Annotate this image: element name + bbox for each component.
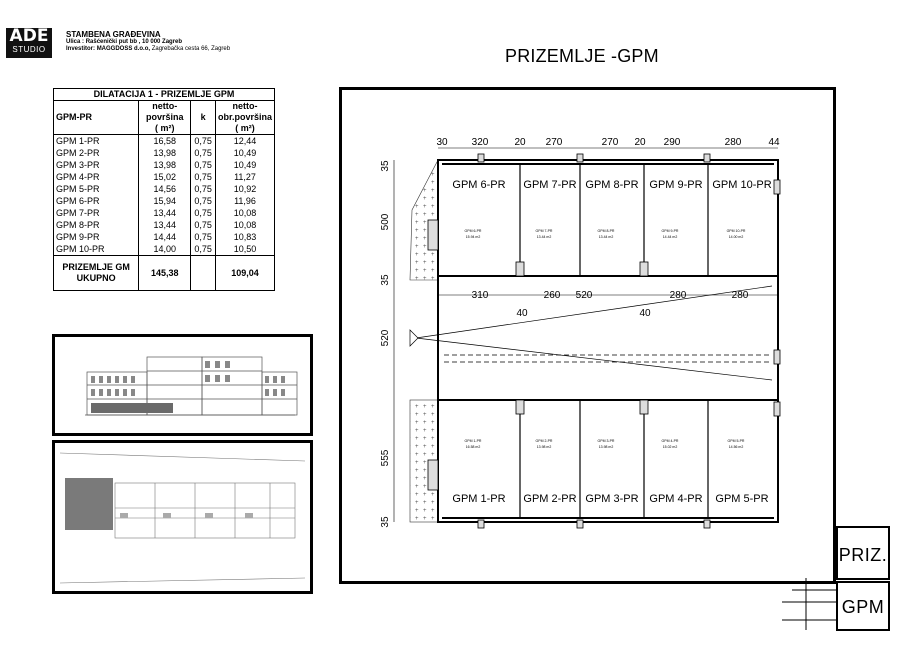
unit-k: 0,75 <box>191 183 216 195</box>
investor-name: MAGGDOSS d.o.o, <box>96 46 151 52</box>
dimension-text-mid: 260 <box>543 290 561 301</box>
unit-tag-area: 16.58 m2 <box>465 445 481 449</box>
unit-tag-code: GPM 5-PR <box>727 439 745 443</box>
dimension-text-mid: 520 <box>575 290 593 301</box>
unit-label-bottom: GPM 2-PR <box>523 493 577 505</box>
floor-plan-drawing <box>342 90 833 581</box>
page-title: PRIZEMLJE -GPM <box>505 46 659 66</box>
dimension-text-top: 320 <box>471 137 489 148</box>
unit-reduced: 10,08 <box>215 219 274 231</box>
level-box: PRIZ. <box>836 526 890 580</box>
unit-reduced: 10,50 <box>215 243 274 256</box>
unit-name: GPM 9-PR <box>54 231 139 243</box>
dimension-text-mid: 310 <box>471 290 489 301</box>
unit-name: GPM 8-PR <box>54 219 139 231</box>
unit-reduced: 11,27 <box>215 171 274 183</box>
unit-label-bottom: GPM 5-PR <box>715 493 769 505</box>
table-row <box>54 219 275 231</box>
unit-tag-area: 15.02 m2 <box>662 445 678 449</box>
unit-k: 0,75 <box>191 231 216 243</box>
street-label: Ulica : <box>66 39 85 45</box>
col-header-unit: GPM-PR <box>54 101 139 135</box>
unit-area: 13,44 <box>139 219 191 231</box>
total-area: 145,38 <box>139 256 191 291</box>
unit-label-bottom: GPM 1-PR <box>452 493 506 505</box>
unit-label-top: GPM 6-PR <box>452 179 506 191</box>
unit-k: 0,75 <box>191 159 216 171</box>
col-header-k: k <box>191 101 216 135</box>
unit-tag-code: GPM 3-PR <box>597 439 615 443</box>
unit-name: GPM 10-PR <box>54 243 139 256</box>
dimension-text-mid: 280 <box>731 290 749 301</box>
unit-k: 0,75 <box>191 243 216 256</box>
dimension-text-top: 290 <box>663 137 681 148</box>
unit-area: 15,94 <box>139 195 191 207</box>
unit-k: 0,75 <box>191 219 216 231</box>
dimension-text-top: 280 <box>724 137 742 148</box>
siteplan-drawing <box>55 443 310 591</box>
unit-tag-code: GPM 9-PR <box>661 229 679 233</box>
unit-label-top: GPM 9-PR <box>649 179 703 191</box>
unit-reduced: 10,83 <box>215 231 274 243</box>
table-row <box>54 135 275 148</box>
elevation-drawing <box>55 337 310 433</box>
table-caption: DILATACIJA 1 - PRIZEMLJE GPM <box>54 89 275 101</box>
unit-tag-area: 13.44 m2 <box>536 235 552 239</box>
dimension-text-left: 35 <box>380 274 391 286</box>
unit-label-top: GPM 10-PR <box>712 179 772 191</box>
table-row <box>54 159 275 171</box>
unit-reduced: 11,96 <box>215 195 274 207</box>
unit-k: 0,75 <box>191 147 216 159</box>
investor-label: Investitor: <box>66 46 96 52</box>
unit-label-top: GPM 7-PR <box>523 179 577 191</box>
table-row <box>54 243 275 256</box>
sheet-grid <box>782 578 842 633</box>
table-row <box>54 195 275 207</box>
unit-area: 13,44 <box>139 207 191 219</box>
col-header-area: netto- površina ( m²) <box>139 101 191 135</box>
unit-tag-area: 14.56 m2 <box>728 445 744 449</box>
unit-area: 16,58 <box>139 135 191 148</box>
unit-name: GPM 7-PR <box>54 207 139 219</box>
unit-area: 13,98 <box>139 147 191 159</box>
unit-tag-area: 13.98 m2 <box>536 445 552 449</box>
unit-tag-code: GPM 8-PR <box>597 229 615 233</box>
dimension-text-left: 35 <box>380 516 391 528</box>
studio-logo <box>6 28 52 58</box>
unit-reduced: 12,44 <box>215 135 274 148</box>
logo-subtext: STUDIO <box>12 45 46 54</box>
dimension-text-mid: 280 <box>669 290 687 301</box>
unit-label-bottom: GPM 3-PR <box>585 493 639 505</box>
total-k-empty <box>191 256 216 291</box>
unit-k: 0,75 <box>191 207 216 219</box>
investor-address: Zagrebačka cesta 66, Zagreb <box>151 46 231 52</box>
area-table <box>53 88 275 291</box>
siteplan-thumbnail <box>52 440 313 594</box>
unit-tag-code: GPM 2-PR <box>535 439 553 443</box>
dimension-text-sub: 40 <box>516 308 528 319</box>
total-reduced: 109,04 <box>215 256 274 291</box>
unit-tag-area: 14.00 m2 <box>728 235 744 239</box>
col-header-reduced: netto- obr.površina ( m²) <box>215 101 274 135</box>
unit-reduced: 10,08 <box>215 207 274 219</box>
table-row <box>54 183 275 195</box>
dimension-text-top: 44 <box>768 137 780 148</box>
table-row <box>54 171 275 183</box>
street-address: Rašćenički put bb , 10 000 Zagreb <box>85 39 183 45</box>
dimension-text-top: 270 <box>601 137 619 148</box>
unit-area: 14,44 <box>139 231 191 243</box>
unit-tag-area: 15.94 m2 <box>465 235 481 239</box>
table-row <box>54 207 275 219</box>
logo-text: ADE <box>9 26 49 46</box>
unit-area: 15,02 <box>139 171 191 183</box>
unit-name: GPM 5-PR <box>54 183 139 195</box>
elevation-thumbnail <box>52 334 313 436</box>
project-header <box>66 30 230 53</box>
dimension-text-left: 500 <box>380 213 391 231</box>
unit-area: 13,98 <box>139 159 191 171</box>
unit-area: 14,56 <box>139 183 191 195</box>
unit-tag-area: 13.98 m2 <box>598 445 614 449</box>
dimension-text-left: 555 <box>380 449 391 467</box>
unit-label-bottom: GPM 4-PR <box>649 493 703 505</box>
unit-k: 0,75 <box>191 135 216 148</box>
total-label: PRIZEMLJE GM UKUPNO <box>54 256 139 291</box>
unit-tag-code: GPM 10-PR <box>726 229 746 233</box>
unit-tag-code: GPM 1-PR <box>464 439 482 443</box>
dimension-text-left: 520 <box>380 329 391 347</box>
table-row <box>54 147 275 159</box>
floor-plan-frame <box>339 87 836 584</box>
unit-name: GPM 3-PR <box>54 159 139 171</box>
sheet-box: GPM <box>836 581 890 631</box>
unit-k: 0,75 <box>191 171 216 183</box>
outer-wall <box>438 160 778 522</box>
unit-reduced: 10,49 <box>215 159 274 171</box>
dimension-text-top: 20 <box>634 137 646 148</box>
unit-tag-code: GPM 7-PR <box>535 229 553 233</box>
unit-name: GPM 2-PR <box>54 147 139 159</box>
unit-reduced: 10,92 <box>215 183 274 195</box>
unit-name: GPM 1-PR <box>54 135 139 148</box>
unit-tag-code: GPM 4-PR <box>661 439 679 443</box>
project-name: STAMBENA GRAĐEVINA <box>66 30 161 39</box>
unit-name: GPM 6-PR <box>54 195 139 207</box>
unit-k: 0,75 <box>191 195 216 207</box>
dimension-text-left: 35 <box>380 160 391 172</box>
unit-tag-code: GPM 6-PR <box>464 229 482 233</box>
unit-tag-area: 14.44 m2 <box>662 235 678 239</box>
table-row <box>54 231 275 243</box>
unit-reduced: 10,49 <box>215 147 274 159</box>
dimension-text-top: 270 <box>545 137 563 148</box>
unit-area: 14,00 <box>139 243 191 256</box>
unit-name: GPM 4-PR <box>54 171 139 183</box>
unit-label-top: GPM 8-PR <box>585 179 639 191</box>
dimension-text-top: 20 <box>514 137 526 148</box>
dimension-text-top: 30 <box>436 137 448 148</box>
unit-tag-area: 13.44 m2 <box>598 235 614 239</box>
dimension-text-sub: 40 <box>639 308 651 319</box>
